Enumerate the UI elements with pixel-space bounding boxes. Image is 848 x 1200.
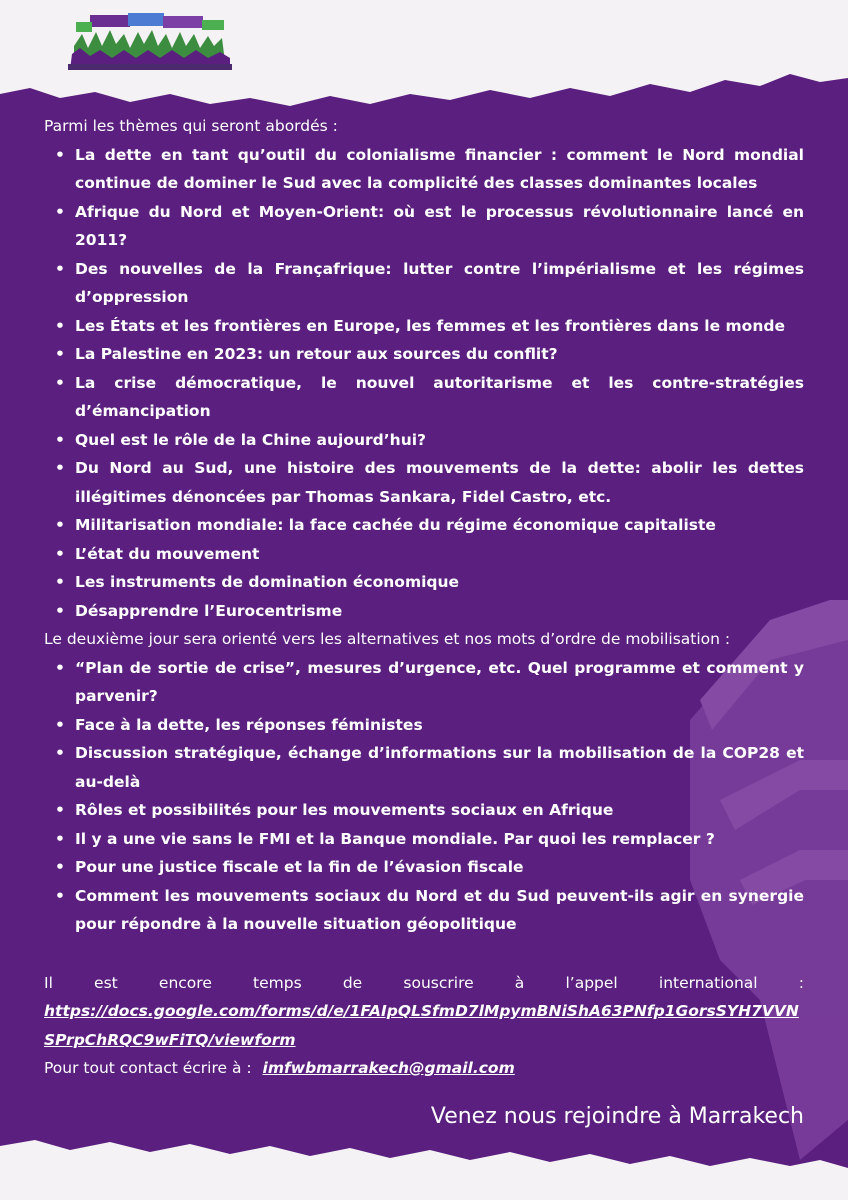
- list-item: • La Palestine en 2023: un retour aux sources du conflit?: [44, 340, 804, 369]
- list-item: • Des nouvelles de la Françafrique: lutter contre l’impérialisme et les régimes d’oppression: [44, 255, 804, 312]
- list-item: • Du Nord au Sud, une histoire des mouvements de la dette: abolir les dettes illégitimes dénoncées par Thomas Sankara, Fidel Castro, etc.: [44, 454, 804, 511]
- list-item: • Face à la dette, les réponses féministes: [44, 711, 804, 740]
- contact-line: [44, 1054, 804, 1083]
- protest-crowd-icon: [68, 13, 232, 70]
- contact-email-link[interactable]: imfwbmarrakech@gmail.com: [262, 1059, 515, 1077]
- list-item: • “Plan de sortie de crise”, mesures d’urgence, etc. Quel programme et comment y parvenir?: [44, 654, 804, 711]
- list-item: • Discussion stratégique, échange d’informations sur la mobilisation de la COP28 et au-delà: [44, 739, 804, 796]
- contact-label: Pour tout contact écrire à :: [44, 1059, 252, 1077]
- signup-link[interactable]: https://docs.google.com/forms/d/e/1FAIpQLSfmD7lMpymBNiShA63PNfp1GorsSYH7VVNSPrpChRQC9wFiTQ/viewform: [44, 1002, 799, 1049]
- list-item: • Désapprendre l’Eurocentrisme: [44, 597, 804, 626]
- logo: [68, 12, 232, 70]
- torn-paper-bottom: [0, 1140, 848, 1200]
- themes-list: [44, 141, 804, 626]
- footer-call: Venez nous rejoindre à Marrakech: [430, 1104, 804, 1129]
- list-item: • Militarisation mondiale: la face cachée du régime économique capitaliste: [44, 511, 804, 540]
- list-item: • Il y a une vie sans le FMI et la Banque mondiale. Par quoi les remplacer ?: [44, 825, 804, 854]
- signup-text: Il est encore temps de souscrire à l’appel international :: [44, 973, 804, 992]
- list-item: • La crise démocratique, le nouvel autoritarisme et les contre-stratégies d’émancipation: [44, 369, 804, 426]
- list-item: • Afrique du Nord et Moyen-Orient: où est le processus révolutionnaire lancé en 2011?: [44, 198, 804, 255]
- list-item: • Rôles et possibilités pour les mouvements sociaux en Afrique: [44, 796, 804, 825]
- intro-themes: Parmi les thèmes qui seront abordés :: [44, 117, 338, 135]
- list-item: • Comment les mouvements sociaux du Nord et du Sud peuvent-ils agir en synergie pour répondre à la nouvelle situation géopolitique: [44, 882, 804, 939]
- list-item: • La dette en tant qu’outil du colonialisme financier : comment le Nord mondial continue de dominer le Sud avec la complicité des classes dominantes locales: [44, 141, 804, 198]
- main-content: [44, 112, 804, 1083]
- intro-second-day: Le deuxième jour sera orienté vers les alternatives et nos mots d’ordre de mobilisation :: [44, 630, 731, 648]
- list-item: • L’état du mouvement: [44, 540, 804, 569]
- list-item: • Les États et les frontières en Europe, les femmes et les frontières dans le monde: [44, 312, 804, 341]
- list-item: • Quel est le rôle de la Chine aujourd’hui?: [44, 426, 804, 455]
- list-item: • Pour une justice fiscale et la fin de l’évasion fiscale: [44, 853, 804, 882]
- list-item: • Les instruments de domination économique: [44, 568, 804, 597]
- alternatives-list: [44, 654, 804, 939]
